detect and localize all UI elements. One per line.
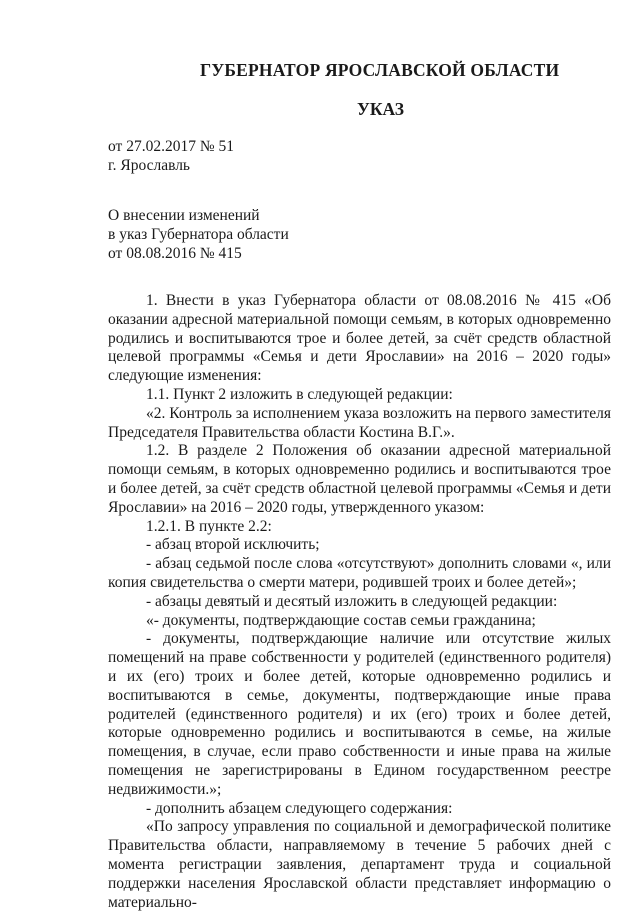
document-type: УКАЗ: [357, 99, 404, 119]
document-body: [108, 292, 611, 912]
subject-line: в указ Губернатора области: [108, 226, 289, 243]
paragraph: - абзац седьмой после слова «отсутствуют» дополнить словами «, или копия свидетельства о смерти матери, родившей троих и более детей»;: [108, 555, 611, 591]
paragraph: - абзац второй исключить;: [146, 536, 320, 554]
paragraph: - дополнить абзацем следующего содержания:: [146, 799, 453, 817]
paragraph: 1. Внести в указ Губернатора области от 08.08.2016 № 415 «Об оказании адресной материальной помощи семьям, в которых одновременно родились и воспитываются трое и более детей, за счёт средств областной целевой программы «Семья и дети Ярославии» на 2016 – 2020 годы» следующие изменения:: [108, 292, 611, 385]
paragraph: «2. Контроль за исполнением указа возложить на первого заместителя Председателя Правительства области Костина В.Г.».: [108, 404, 611, 441]
document-authority: ГУБЕРНАТОР ЯРОСЛАВСКОЙ ОБЛАСТИ: [200, 60, 560, 80]
paragraph: 1.1. Пункт 2 изложить в следующей редакции:: [146, 385, 453, 403]
subject-line: от 08.08.2016 № 415: [108, 245, 242, 262]
date-number: от 27.02.2017 № 51: [108, 138, 234, 155]
paragraph: 1.2. В разделе 2 Положения об оказании адресной материальной помощи семьям, в которых одновременно родились и воспитываются трое и более детей, за счёт средств областной целевой программы «Семья и дети Ярославии» на 2016 – 2020 годы, утвержденного указом:: [108, 442, 611, 516]
paragraph: «По запросу управления по социальной и демографической политике Правительства области, направляемому в течение 5 рабочих дней с момента регистрации заявления, департамент труда и социальной поддержки населения Ярославской области представляет информацию о материально-: [108, 818, 611, 911]
document-subject: [108, 206, 289, 263]
city: г. Ярославль: [108, 157, 190, 174]
document-meta: [108, 137, 234, 175]
subject-line: О внесении изменений: [108, 207, 260, 224]
paragraph: 1.2.1. В пункте 2.2:: [146, 517, 272, 535]
paragraph: «- документы, подтверждающие состав семьи гражданина;: [146, 611, 536, 629]
paragraph: - абзацы девятый и десятый изложить в следующей редакции:: [146, 592, 558, 610]
paragraph: - документы, подтверждающие наличие или отсутствие жилых помещений на праве собственности у родителей (единственного родителя) и их (его) троих и более детей, которые одновременно родились и воспитываются в семье, документы, подтверждающие иные права родителей (единственного родителя) и их (его) троих и более детей, которые одновременно родились и воспитываются в семье, на жилые помещения, в случае, если право собственности и иные права на жилые помещения не зарегистрированы в Едином государственном реестре недвижимости.»;: [108, 630, 611, 798]
